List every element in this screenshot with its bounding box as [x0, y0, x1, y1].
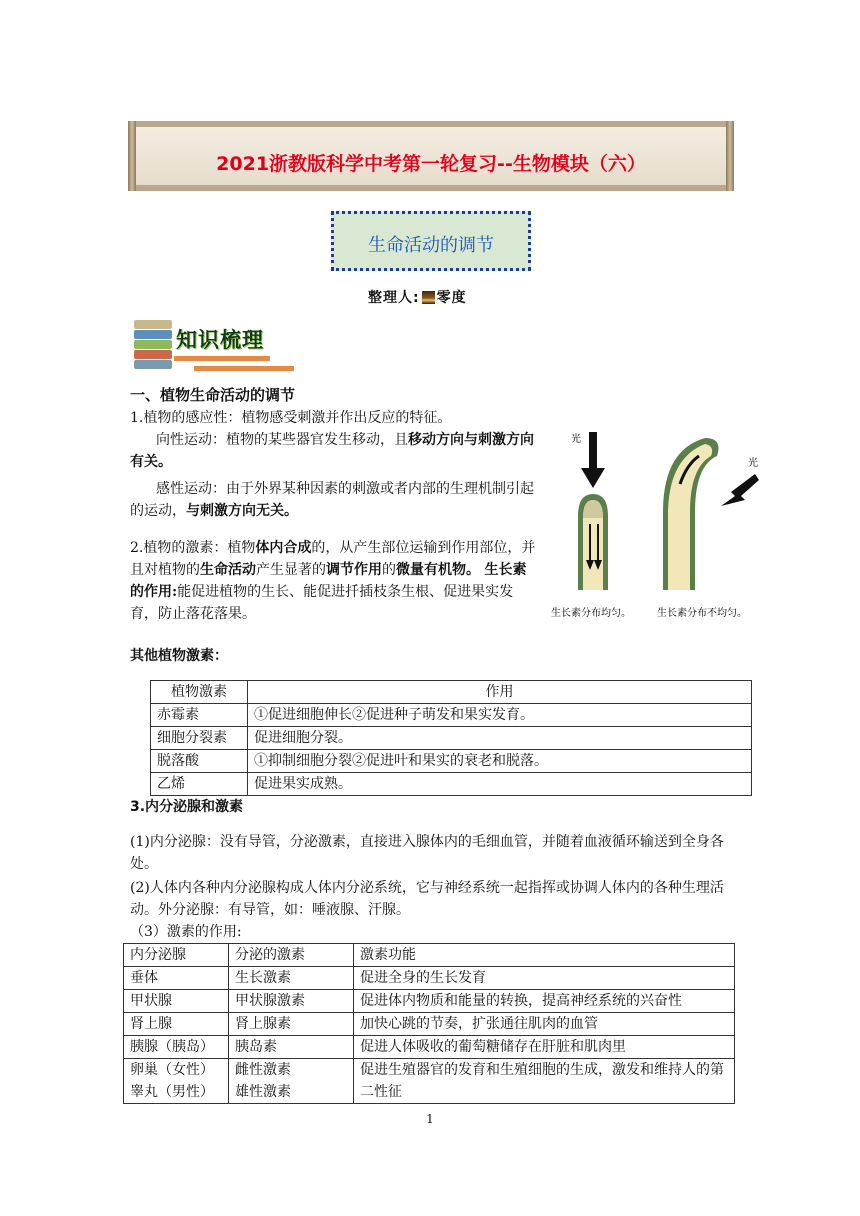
table-row [151, 750, 752, 773]
table-cell: 胰岛素 [229, 1036, 354, 1059]
editor-label: 整理人: [368, 290, 420, 306]
section-heading: 3.内分泌腺和激素 [130, 799, 244, 815]
table-row [124, 967, 735, 990]
table-header-cell: 作用 [248, 681, 752, 704]
cell-line: 睾丸（男性） [130, 1084, 214, 1100]
bold-text: 生命活动 [200, 562, 256, 578]
table-cell: ①抑制细胞分裂②促进叶和果实的衰老和脱落。 [248, 750, 752, 773]
page-number: 1 [426, 1112, 434, 1126]
table-cell: 垂体 [124, 967, 229, 990]
table-cell: 促进果实成熟。 [248, 773, 752, 796]
plant-hormone-table [150, 680, 752, 796]
badge-stripe [174, 356, 270, 361]
table-cell: 细胞分裂素 [151, 727, 248, 750]
bold-text: 生长素的作用: [130, 562, 527, 600]
text-run: 的 [382, 562, 396, 578]
table-row [151, 773, 752, 796]
bold-text: 微量有机物。 [396, 562, 480, 578]
table-cell: 生长激素 [229, 967, 354, 990]
paragraph: 1.植物的感应性：植物感受刺激并作出反应的特征。 [130, 410, 452, 426]
auxin-figure [545, 420, 790, 630]
table-row [151, 727, 752, 750]
document-title: 2021浙教版科学中考第一轮复习--生物模块（六） [216, 153, 646, 175]
text-run: 感性运动：由于外界某种因素的刺激或者内部的生理机制引起的运动， [130, 481, 534, 519]
section-badge [134, 318, 294, 378]
table-cell: 肾上腺素 [229, 1013, 354, 1036]
table-cell: 促进细胞分裂。 [248, 727, 752, 750]
paragraph [130, 537, 540, 625]
section-heading: 一、植物生命活动的调节 [130, 386, 296, 404]
table-row [124, 1013, 735, 1036]
title-banner [136, 121, 726, 191]
text-run: 的，从产生部位运输到作用部位，并且对植物的 [130, 540, 536, 578]
table-cell: 促进人体吸收的葡萄糖储存在肝脏和肌肉里 [354, 1036, 735, 1059]
table-cell: 脱落酸 [151, 750, 248, 773]
light-label-left: 光 [571, 434, 581, 445]
table-cell: 加快心跳的节奏，扩张通往肌肉的血管 [354, 1013, 735, 1036]
light-arrow-icon [721, 474, 759, 506]
table-row [124, 1036, 735, 1059]
table-header-cell: 植物激素 [151, 681, 248, 704]
table-cell: 乙烯 [151, 773, 248, 796]
caption-right: 生长素分布不均匀。 [657, 608, 747, 619]
table-header-cell: 分泌的激素 [229, 944, 354, 967]
bold-text: 移动方向与刺激方向有关。 [130, 432, 534, 470]
caption-left: 生长素分布均匀。 [551, 608, 631, 619]
table-cell: 促进体内物质和能量的转换，提高神经系统的兴奋性 [354, 990, 735, 1013]
table-header-cell: 内分泌腺 [124, 944, 229, 967]
editor-name: 零度 [436, 290, 467, 306]
text-run: 2.植物的激素：植物 [130, 540, 256, 556]
endocrine-table [123, 943, 735, 1104]
badge-stripe [194, 366, 294, 371]
sunset-icon [422, 291, 435, 304]
table-cell [229, 1059, 354, 1104]
subheading: 其他植物激素： [130, 648, 228, 664]
badge-text: 知识梳理 [176, 328, 264, 352]
table-cell: 促进全身的生长发育 [354, 967, 735, 990]
topic-box [331, 211, 531, 271]
light-arrow-icon [581, 432, 605, 488]
paragraph: （3）激素的作用: [130, 924, 242, 940]
light-label-right: 光 [748, 458, 758, 469]
table-cell: 促进生殖器官的发育和生殖细胞的生成，激发和维持人的第二性征 [354, 1059, 735, 1104]
table-cell: 肾上腺 [124, 1013, 229, 1036]
text-run: 产生显著的 [256, 562, 326, 578]
table-cell: ①促进细胞伸长②促进种子萌发和果实发育。 [248, 704, 752, 727]
text-run: 向性运动：植物的某些器官发生移动，且 [156, 432, 408, 448]
table-cell [124, 1059, 229, 1104]
table-row [124, 990, 735, 1013]
table-cell: 甲状腺 [124, 990, 229, 1013]
cell-line: 雌性激素 [235, 1062, 291, 1078]
table-header-row [151, 681, 752, 704]
topic-title: 生命活动的调节 [368, 235, 494, 256]
table-cell: 赤霉素 [151, 704, 248, 727]
paragraph: (1)内分泌腺：没有导管，分泌激素，直接进入腺体内的毛细血管，并随着血液循环输送到全身各处。 [130, 834, 724, 872]
paragraph [130, 429, 540, 473]
book-icon [134, 320, 172, 329]
book-icon [134, 360, 172, 369]
paragraph [130, 478, 540, 522]
table-cell: 甲状腺激素 [229, 990, 354, 1013]
cell-line: 雄性激素 [235, 1084, 291, 1100]
table-row [124, 1059, 735, 1104]
table-header-row [124, 944, 735, 967]
book-icon [134, 330, 172, 339]
bold-text: 与刺激方向无关。 [186, 503, 298, 519]
editor-line [368, 287, 467, 307]
text-run: 能促进植物的生长、能促进扦插枝条生根、促进果实发育，防止落花落果。 [130, 584, 514, 622]
bold-text: 体内合成 [255, 540, 312, 556]
book-icon [134, 350, 172, 359]
table-header-cell: 激素功能 [354, 944, 735, 967]
paragraph: (2)人体内各种内分泌腺构成人体内分泌系统，它与神经系统一起指挥或协调人体内的各种生理活动。外分泌腺：有导管，如：唾液腺、汗腺。 [130, 880, 724, 918]
bold-text: 调节作用 [326, 562, 382, 578]
cell-line: 卵巢（女性） [130, 1062, 214, 1078]
table-cell: 胰腺（胰岛） [124, 1036, 229, 1059]
table-row [151, 704, 752, 727]
book-icon [134, 340, 172, 349]
